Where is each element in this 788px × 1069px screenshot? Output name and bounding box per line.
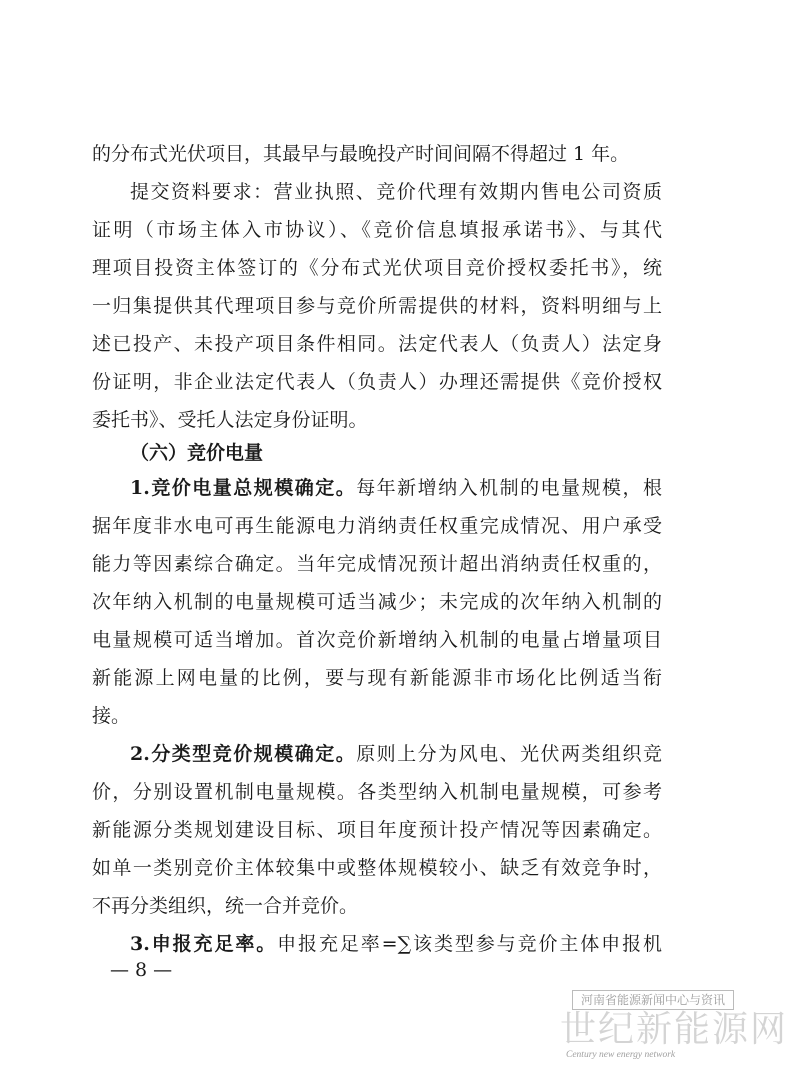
- paragraph-line: 一归集提供其代理项目参与竞价所需提供的材料，资料明细与上: [92, 295, 662, 317]
- paragraph-line: 不再分类组织，统一合并竞价。: [92, 895, 359, 917]
- paragraph-line: 电量规模可适当增加。首次竞价新增纳入机制的电量占增量项目: [92, 629, 662, 651]
- paragraph-line: 的分布式光伏项目，其最早与最晚投产时间间隔不得超过 1 年。: [92, 143, 630, 165]
- watermark-logo-text: 世纪新能源网: [560, 1009, 788, 1050]
- paragraph-line: 据年度非水电可再生能源电力消纳责任权重完成情况、用户承受: [92, 515, 662, 537]
- paragraph-line: 证明（市场主体入市协议）、《竞价信息填报承诺书》、与其代: [92, 219, 662, 241]
- paragraph-line: 如单一类别竞价主体较集中或整体规模较小、缺乏有效竞争时，: [92, 857, 662, 879]
- section-heading: （六）竞价电量: [130, 442, 264, 464]
- paragraph-line: 理项目投资主体签订的《分布式光伏项目竞价授权委托书》，统: [92, 257, 662, 279]
- paragraph-line: 份证明，非企业法定代表人（负责人）办理还需提供《竞价授权: [92, 371, 662, 393]
- paragraph-lead-rest: 申报充足率=∑该类型参与竞价主体申报机: [277, 933, 662, 955]
- paragraph-line: 能力等因素综合确定。当年完成情况预计超出消纳责任权重的，: [92, 553, 662, 575]
- paragraph-line: 接。: [92, 705, 131, 727]
- paragraph-line: 述已投产、未投产项目条件相同。法定代表人（负责人）法定身: [92, 333, 662, 355]
- paragraph-line: [130, 476, 662, 500]
- paragraph-lead-bold: 2.分类型竞价规模确定。: [130, 743, 357, 765]
- paragraph-line: [130, 932, 662, 956]
- paragraph-line: 价，分别设置机制电量规模。各类型纳入机制电量规模，可参考: [92, 781, 662, 803]
- paragraph-line: 新能源分类规划建设目标、项目年度预计投产情况等因素确定。: [92, 819, 662, 841]
- paragraph-line: 次年纳入机制的电量规模可适当减少；未完成的次年纳入机制的: [92, 591, 662, 613]
- paragraph-lead-rest: 原则上分为风电、光伏两类组织竞: [356, 743, 662, 765]
- watermark-english: Century new energy network: [566, 1050, 676, 1060]
- paragraph-line: 新能源上网电量的比例，要与现有新能源非市场化比例适当衔: [92, 667, 662, 689]
- paragraph-line: 委托书》、受托人法定身份证明。: [92, 409, 368, 431]
- page-number: — 8 —: [110, 959, 173, 981]
- paragraph-line: [130, 742, 662, 766]
- paragraph-lead-bold: 3.申报充足率。: [130, 933, 278, 955]
- paragraph-lead-rest: 每年新增纳入机制的电量规模，根: [356, 477, 662, 499]
- watermark-banner: 河南省能源新闻中心与资讯: [572, 990, 734, 1010]
- paragraph-lead-bold: 1.竞价电量总规模确定。: [130, 477, 357, 499]
- paragraph-line: 提交资料要求：营业执照、竞价代理有效期内售电公司资质: [130, 181, 662, 203]
